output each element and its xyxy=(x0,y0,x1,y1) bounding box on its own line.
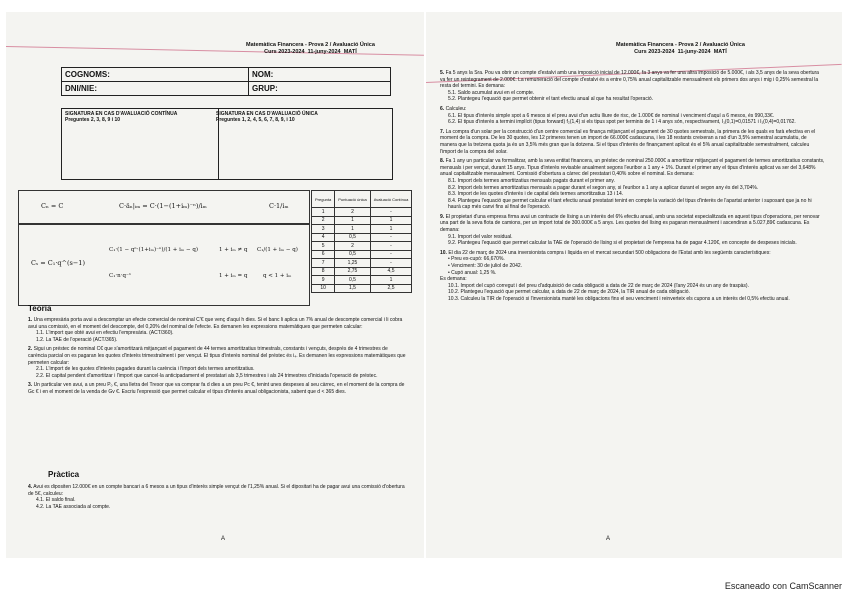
question-5: 5. Fa 5 anys la Sra. Pou va obrir un compte d'estalvi amb una imposició inicial de 12.000€, fa 3 anys va fer una altra imposició de 5.000€, i als 3,5 anys de la seva obertura va fer un reintegrament de 2.000€. La remuneració del compte d'estalvi és a entre 0,75% anual capitalitzable mensualment els primers dos anys i mig i 0,25% semestral la resta del termini. Es demana: 5.1. Saldo acumulat avui en el compte. 5.2. Plantegeu l'equació que permet obtenir el tant efectiu anual al que ha resultat l'operació. xyxy=(440,70,825,103)
cognoms-field[interactable]: COGNOMS: xyxy=(62,68,249,82)
score-table-cell: 1 xyxy=(312,208,335,217)
question-8-3: 8.3. Import de les quotes d'interès i de capital dels termes amortitzatius 13 i 14. xyxy=(448,191,624,198)
teoria-heading: Teoria xyxy=(28,304,52,313)
formula-condition-a: 1 + iₘ ≠ q xyxy=(219,247,248,253)
score-table-row xyxy=(312,259,412,268)
score-table-cell: 1,25 xyxy=(335,259,370,268)
question-2-2: 2.2. El capital pendent d'amortitzar i l'import que cancel·la anticipadament el prestatari als 3,5 trimestres i als 24 trimestres d'iniciada l'operació de préstec. xyxy=(36,372,378,379)
score-table-cell: 2,5 xyxy=(370,284,412,293)
practica-questions xyxy=(28,484,408,513)
score-table-cell: 1,5 xyxy=(335,284,370,293)
signature-unica-title: SIGNATURA EN CAS D'AVALUACIÓ ÚNICA xyxy=(216,111,318,117)
score-table-cell: - xyxy=(370,242,412,251)
score-table-cell: 1 xyxy=(370,225,412,234)
question-2-1: 2.1. L'import de les quotes d'interès pagades durant la carència i l'import dels termes amortitzatius. xyxy=(36,366,255,373)
left-exam-page xyxy=(6,12,424,558)
exam-header xyxy=(246,42,375,56)
score-table-cell: 1 xyxy=(370,216,412,225)
exam-header-right: Matemàtica Financera - Prova 2 / Avaluació Única Curs 2023-2024 11-juny-2024 MATÍ xyxy=(616,42,745,55)
signature-continua-questions: Preguntes 2, 3, 8, 9 i 10 xyxy=(65,117,121,123)
score-table-cell: 10 xyxy=(312,284,335,293)
question-10-2: 10.2. Plantegeu l'equació que permet calcular, a data de 22 de març de 2024, la TIR anual de cada obligació. xyxy=(448,289,690,296)
question-4: 4. Avui es dipositen 12.000€ en un compte bancari a 6 mesos a un tipus d'interès simple vençut de l'1,25% anual. Si el dipositari ha de pagar avui una comissió d'obertura de 5€, calculeu: 4.1. El saldo final. 4.2. La TAE associada al compte. xyxy=(28,484,408,510)
question-6-1: 6.1. El tipus d'interès simple spot a 6 mesos si el preu avui d'un actiu lliure de risc, de 1.000€ de nominal i venciment d'aquí a 6 mesos, és 990,33€. xyxy=(448,112,775,119)
signature-box xyxy=(61,108,393,180)
score-table-cell: 4 xyxy=(312,233,335,242)
score-table-cell: 7 xyxy=(312,259,335,268)
score-table-cell: - xyxy=(370,259,412,268)
score-table-row xyxy=(312,284,412,293)
score-table-header: Pregunta xyxy=(312,191,335,208)
question-8: 8. Fa 1 any un particular va formalitzar, amb la seva entitat financera, un préstec de nominal 250.000€ a amortitzar mitjançant el pagament de termes amortitzatius constants, mensuals i per vençut, durant 15 anys. Tipus d'interès revisable anualment segons l'euribor a 1 any + 1%. Durant el primer any el tipus d'interès aplicat va ser del 3,648% anual capitalitzable mensualment. Comissió d'obertura a càrrec del prestatari 0,40% sobre el nominal. Es demana: 8.1. Import dels termes amortitzatius mensuals pagats durant el primer any. 8.2. Import dels termes amortitzatius mensuals a pagar durant el segon any, si l'euribor a 1 any a aplicar durant el segon any és del 3,704%. 8.3. Import de les quotes d'interès i de capital dels termes amortitzatius 13 i 14. 8.4. Plantegeu l'equació que permet calcular el tant efectiu anual prestatari tenint en compte la variació del tipus d'interès de l'apartat anterior i suposant que ja no hi haurà cap més canvi fins al final de l'operació. xyxy=(440,158,825,211)
question-3: 3. Un particular ven avui, a un preu P₀ €, una lletra del Tresor que va comprar fa d dies a un preu Pc €, tenint unes despeses al seu càrrec, en el moment de la compra de Gc € i en el moment de la venda de Gv €. Escriu l'expressió que permet calcular el tipus d'interès anual obligacionista, sabent que d < 365 dies. xyxy=(28,382,405,395)
scanner-watermark: Escaneado con CamScanner xyxy=(724,581,842,591)
score-table-row xyxy=(312,216,412,225)
page-footer-left: A xyxy=(221,536,226,542)
score-table-cell: 1 xyxy=(335,225,370,234)
question-5-2: 5.2. Plantegeu l'equació que permet obtenir el tant efectiu anual al que ha resultat l'operació. xyxy=(448,96,654,103)
grup-field[interactable]: GRUP: xyxy=(249,82,391,96)
question-6: 6. Calculeu: 6.1. El tipus d'interès simple spot a 6 mesos si el preu avui d'un actiu lliure de risc, de 1.000€ de nominal i venciment d'aquí a 6 mesos, és 990,33€. 6.2. El tipus d'interès a termini implícit (tipus forward) f₂(1,4) si els tipus spot per terminis de 1 i 4 anys són, respectivament, I₁(0,1)=0,01571 i I₁(0,4)=0,01762. xyxy=(440,106,825,126)
formula-annuity: C·äₙ|ᵢₘ = C·(1−(1+iₘ)⁻ⁿ)/iₘ xyxy=(119,202,207,210)
score-table-cell: 2,75 xyxy=(335,267,370,276)
score-table-row xyxy=(312,208,412,217)
right-questions xyxy=(440,70,825,306)
question-1-2: 1.2. La TAE de l'operació (ACT/365). xyxy=(36,336,118,343)
score-table-cell: 5 xyxy=(312,242,335,251)
question-4-1: 4.1. El saldo final. xyxy=(36,497,76,504)
signature-continua-title: SIGNATURA EN CAS D'AVALUACIÓ CONTÍNUA xyxy=(65,111,178,117)
question-8-1: 8.1. Import dels termes amortitzatius mensuals pagats durant el primer any. xyxy=(448,177,615,184)
score-table-cell: 6 xyxy=(312,250,335,259)
header-title-right: Matemàtica Financera - Prova 2 / Avaluació Única xyxy=(616,42,745,48)
formula-condition-b: 1 + iₘ = q xyxy=(219,273,248,279)
signature-continua[interactable] xyxy=(62,109,219,179)
question-10-demana: Es demana: xyxy=(440,276,467,283)
question-1-1: 1.1. L'import que obté avui en efectiu l'empresària. (ACT/360). xyxy=(36,330,174,337)
header-group: MATÍ xyxy=(343,49,357,55)
score-table-cell: - xyxy=(370,233,412,242)
score-table-cell: 4,5 xyxy=(370,267,412,276)
score-table-cell: 3 xyxy=(312,225,335,234)
question-8-2: 8.2. Import dels termes amortitzatius mensuals a pagar durant el segon any, si l'euribor a 1 any a aplicar durant el segon any és del 3,704%. xyxy=(448,184,759,191)
score-table-row xyxy=(312,276,412,285)
question-10: 10. El dia 22 de març de 2024 una inversionista compra i liquida en el mercat secundari 500 obligacions de l'Estat amb les següents característiques: • Preu ex-cupó: 66,670%. • Venciment: 30 de juliol de 2042. • Cupó anual: 1,25 %. Es demana: 10.1. Import del cupó corregut i del preu d'adquisició de cada obligació a data de 22 de març de 2024 (l'any 2024 és un any de traspàs). 10.2. Plantegeu l'equació que permet calcular, a data de 22 de març de 2024, la TIR anual de cada obligació. 10.3. Calculeu la TIR de l'operació si l'inversionista manté les obligacions fins el seu venciment i reinverteix els cupons a un interès del 0,5% efectiu anual. xyxy=(440,250,825,303)
score-table-cell: 9 xyxy=(312,276,335,285)
dni-field[interactable]: DNI/NIE: xyxy=(62,82,249,96)
score-table-cell: 0,5 xyxy=(335,276,370,285)
signature-unica-questions: Preguntes 1, 2, 4, 5, 6, 7, 8, 9, i 10 xyxy=(216,117,295,123)
question-6-2: 6.2. El tipus d'interès a termini implícit (tipus forward) f₂(1,4) si els tipus spot per terminis de 1 i 4 anys són, respectivament, I₁(0,1)=0,01571 i I₁(0,4)=0,01762. xyxy=(448,119,796,126)
score-table-cell: 2 xyxy=(312,216,335,225)
question-10-bullet-2: • Venciment: 30 de juliol de 2042. xyxy=(448,263,523,270)
formula-row-1 xyxy=(18,190,310,224)
score-table-cell: - xyxy=(370,250,412,259)
formula-geometric-value-a: C₁·(1 − qⁿ·(1+iₘ)⁻ⁿ)/(1 + iₘ − q) xyxy=(109,247,199,253)
question-10-3: 10.3. Calculeu la TIR de l'operació si l'inversionista manté les obligacions fins el seu venciment i reinverteix els cupons a un interès del 0,5% efectiu anual. xyxy=(448,296,790,302)
teoria-questions xyxy=(28,317,408,399)
score-table-cell: 8 xyxy=(312,267,335,276)
score-table-header: Avaluació Contínua xyxy=(370,191,412,208)
question-10-bullet-1: • Preu ex-cupó: 66,670%. xyxy=(448,256,505,263)
score-table-cell: 1 xyxy=(335,216,370,225)
question-2: 2. Sigui un préstec de nominal C€ que s'amortitzarà mitjançant el pagament de 44 termes amortitzatius trimestrals, constants i vençuts, després de 4 trimestres de carència parcial on es pagaran les quotes d'interès trimestralment i per vençut. El tipus d'interès nominal del préstec és i₄. Es demanen les expressions matemàtiques que permeten calcular: 2.1. L'import de les quotes d'interès pagades durant la carència i l'import dels termes amortitzatius. 2.2. El capital pendent d'amortitzar i l'import que cancel·la anticipadament el prestatari als 3,5 trimestres i als 24 trimestres d'iniciada l'operació de préstec. xyxy=(28,346,408,379)
formula-row-2 xyxy=(18,224,310,306)
question-4-2: 4.2. La TAE associada al compte. xyxy=(36,503,111,510)
practica-heading: Pràctica xyxy=(48,470,80,479)
score-table-row xyxy=(312,267,412,276)
score-table-row xyxy=(312,225,412,234)
question-5-1: 5.1. Saldo acumulat avui en el compte. xyxy=(448,89,535,96)
page-footer-right: A xyxy=(606,536,611,542)
header-course: Curs 2023-2024 xyxy=(264,49,305,55)
score-table-row xyxy=(312,233,412,242)
identification-table xyxy=(61,67,391,96)
question-8-4: 8.4. Plantegeu l'equació que permet calcular el tant efectiu anual prestatari tenint en compte la variació del tipus d'interès de l'apartat anterior i suposant que ja no hi haurà cap més canvi fins al final de l'operació. xyxy=(448,197,812,211)
score-table-cell: 2 xyxy=(335,242,370,251)
question-1: 1. Una empresària porta avui a descomptar un efecte comercial de nominal C'€ que venç d'aquí h dies. Si el banc li aplica un 7% anual de descompte comercial i li cobra avui una comissió, en el moment del descompte, del 0,20% del nominal de l'efecte. Es demanen les expressions matemàtiques que permeten calcular: 1.1. L'import que obté avui en efectiu l'empresària. (ACT/360). 1.2. La TAE de l'operació (ACT/365). xyxy=(28,317,408,343)
formula-condition-c: q < 1 + iₘ xyxy=(263,273,292,279)
formula-geometric-perpetuity: C₁/(1 + iₘ − q) xyxy=(257,247,298,253)
formula-geometric-value-b: C₁·n·q⁻¹ xyxy=(109,273,132,279)
nom-field[interactable]: NOM: xyxy=(249,68,391,82)
right-exam-page xyxy=(426,12,842,558)
score-table xyxy=(311,190,412,293)
question-10-bullet-3: • Cupó anual: 1,25 %. xyxy=(448,269,497,276)
score-table-row xyxy=(312,250,412,259)
score-table-cell: 2 xyxy=(335,208,370,217)
question-9: 9. El propietari d'una empresa firma avui un contracte de lísing a un interès del 6% efectiu anual, amb una societat especialitzada en aquest tipus d'operacions, per renovar una part de la seva flota de camions, per un import total de 300.000€ a 5 anys. Les quotes del lísing es pagaran mensualment i ascendiran a 5.027,89€ cadascuna. Es demana: 9.1. Import del valor residual. 9.2. Plantegeu l'equació que permet calcular la TAE de l'operació de lísing si el propietari de l'empresa ha de pagar 4.120€, en concepte de despeses inicials. xyxy=(440,214,825,247)
formula-geometric-term: Cₛ = C₁·q^(s−1) xyxy=(31,259,85,267)
formula-constant-perpetual: Cₙ = C xyxy=(41,202,64,210)
question-9-2: 9.2. Plantegeu l'equació que permet calcular la TAE de l'operació de lísing si el propietari de l'empresa ha de pagar 4.120€, en concepte de despeses inicials. xyxy=(448,240,797,247)
header-title: Matemàtica Financera - Prova 2 / Avaluació Única xyxy=(246,42,375,48)
header-date: 11-juny-2024 xyxy=(307,49,341,55)
question-7: 7. La compra d'un solar per la construcció d'un centre comercial es finança mitjançant el pagament de 30 quotes semestrals, la primera de les quals es farà efectiva en el moment de la compra. De les 30 quotes, les 12 primeres tenen un import de 66.000€ cadascuna, i les 18 restants creixeran a raó d'un 3,5% semestral acumulatiu, de manera que la tretzena quota ja és un 3,5% més gran que la dotzena. Si el tipus d'interès de finançament aplicat és el 5% anual capitalitzable semestralment, calculeu l'import de la compra del solar. xyxy=(440,128,816,155)
score-table-cell: - xyxy=(370,208,412,217)
question-10-1: 10.1. Import del cupó corregut i del preu d'adquisició de cada obligació a data de 22 de març de 2024 (l'any 2024 és un any de traspàs). xyxy=(448,282,749,289)
score-table-cell: 0,5 xyxy=(335,233,370,242)
score-table-header: Puntuació única xyxy=(335,191,370,208)
score-table-row xyxy=(312,242,412,251)
formula-perpetuity: C·1/iₘ xyxy=(269,202,289,210)
signature-unica[interactable] xyxy=(213,109,392,179)
score-table-cell: 1 xyxy=(370,276,412,285)
question-9-1: 9.1. Import del valor residual. xyxy=(448,233,513,240)
score-table-cell: 0,5 xyxy=(335,250,370,259)
